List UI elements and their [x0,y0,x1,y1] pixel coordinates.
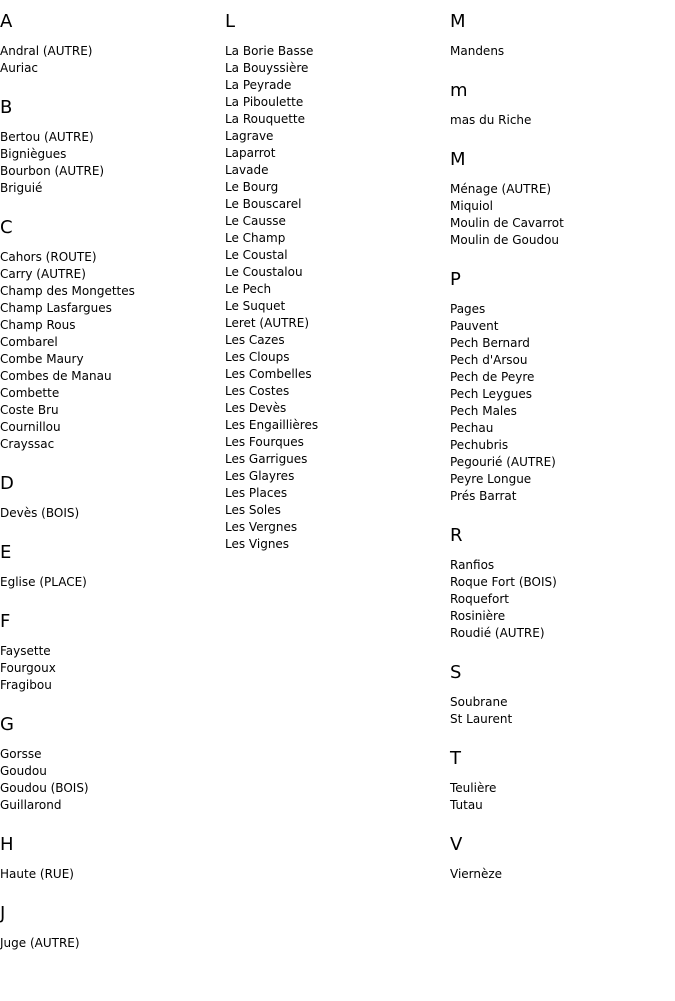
place-link[interactable]: Les Cazes [225,333,285,347]
place-link[interactable]: Devès (BOIS) [0,506,80,520]
place-link[interactable]: Prés Barrat [450,489,517,503]
place-link[interactable]: Teulière [450,781,497,795]
letter-heading: V [450,834,463,855]
place-link[interactable]: Lagrave [225,129,274,143]
letter-group [450,663,675,728]
letter-heading: R [450,525,463,546]
place-link[interactable]: Les Combelles [225,367,312,381]
letter-heading: M [450,11,466,32]
letter-group [0,543,220,591]
place-link[interactable]: Eglise (PLACE) [0,575,87,589]
letter-group [450,81,675,129]
letter-heading: G [0,714,14,735]
index-column-2 [225,0,445,553]
place-list [450,557,675,642]
place-list [450,43,675,60]
place-link[interactable]: Tutau [450,798,483,812]
place-list [450,866,675,883]
letter-heading: A [0,11,13,32]
place-link[interactable]: Andral (AUTRE) [0,44,93,58]
place-link[interactable]: mas du Riche [450,113,532,127]
place-link[interactable]: Ménage (AUTRE) [450,182,552,196]
place-link[interactable]: Combes de Manau [0,369,112,383]
place-link[interactable]: Les Fourques [225,435,304,449]
place-link[interactable]: Fragibou [0,678,52,692]
place-list [0,866,220,883]
letter-heading: J [0,903,6,924]
place-link[interactable]: Le Suquet [225,299,286,313]
place-list [450,694,675,728]
place-link[interactable]: Laparrot [225,146,276,160]
place-link[interactable]: La Piboulette [225,95,304,109]
letter-group [450,526,675,642]
place-link[interactable]: Moulin de Goudou [450,233,560,247]
place-link[interactable]: Roquefort [450,592,509,606]
place-link[interactable]: Gorsse [0,747,42,761]
place-link[interactable]: La Rouquette [225,112,305,126]
place-link[interactable]: Roque Fort (BOIS) [450,575,557,589]
place-link[interactable]: Le Pech [225,282,272,296]
letter-heading: S [450,662,462,683]
letter-heading: F [0,611,11,632]
letter-heading: B [0,97,13,118]
letter-group [0,474,220,522]
place-list [450,112,675,129]
letter-group [450,150,675,249]
place-link[interactable]: Peyre Longue [450,472,532,486]
letter-heading: H [0,834,14,855]
place-list [225,43,445,553]
letter-group [0,12,220,77]
place-link[interactable]: Bertou (AUTRE) [0,130,94,144]
place-link[interactable]: Le Bourg [225,180,279,194]
place-link[interactable]: Les Soles [225,503,281,517]
place-list [0,129,220,197]
letter-heading: C [0,217,13,238]
place-link[interactable]: Les Vergnes [225,520,298,534]
place-link[interactable]: Le Champ [225,231,286,245]
place-link[interactable]: Les Devès [225,401,287,415]
letter-group [450,835,675,883]
place-link[interactable]: La Borie Basse [225,44,314,58]
place-link[interactable]: Champ Lasfargues [0,301,112,315]
place-link[interactable]: Briguié [0,181,43,195]
letter-heading: L [225,11,236,32]
place-link[interactable]: Les Costes [225,384,290,398]
place-link[interactable]: Soubrane [450,695,508,709]
place-link[interactable]: Pages [450,302,486,316]
letter-heading: M [450,149,466,170]
place-link[interactable]: Champ des Mongettes [0,284,135,298]
place-link[interactable]: Pech Males [450,404,517,418]
place-list [0,935,220,952]
place-link[interactable]: Coste Bru [0,403,59,417]
place-link[interactable]: Bigniègues [0,147,67,161]
place-list [0,249,220,453]
place-link[interactable]: St Laurent [450,712,513,726]
place-list [450,181,675,249]
letter-heading: P [450,269,461,290]
place-link[interactable]: Les Places [225,486,288,500]
place-link[interactable]: Cournillou [0,420,61,434]
letter-group [450,12,675,60]
place-list [450,301,675,505]
place-link[interactable]: Viernèze [450,867,503,881]
place-link[interactable]: Leret (AUTRE) [225,316,310,330]
place-link[interactable]: Pauvent [450,319,499,333]
letter-heading: T [450,748,461,769]
index-column-3 [450,0,675,883]
letter-group [225,12,445,553]
place-list [450,780,675,814]
place-link[interactable]: Cahors (ROUTE) [0,250,97,264]
index-column-1 [0,0,220,952]
place-list [0,574,220,591]
place-link[interactable]: Les Garrigues [225,452,308,466]
place-link[interactable]: Guillarond [0,798,62,812]
place-link[interactable]: La Peyrade [225,78,292,92]
letter-group [450,749,675,814]
letter-group [0,904,220,952]
place-link[interactable]: Bourbon (AUTRE) [0,164,105,178]
place-link[interactable]: Moulin de Cavarrot [450,216,564,230]
place-link[interactable]: Les Cloups [225,350,290,364]
place-link[interactable]: Pechau [450,421,494,435]
place-link[interactable]: Combette [0,386,60,400]
letter-group [0,218,220,453]
letter-heading: E [0,542,12,563]
letter-group [0,715,220,814]
letter-heading: D [0,473,14,494]
place-link[interactable]: Lavade [225,163,269,177]
place-link[interactable]: Pech Bernard [450,336,530,350]
place-list [0,643,220,694]
place-link[interactable]: Juge (AUTRE) [0,936,80,950]
place-link[interactable]: Champ Rous [0,318,76,332]
place-link[interactable]: Pech de Peyre [450,370,535,384]
place-link[interactable]: Auriac [0,61,39,75]
place-list [0,746,220,814]
place-link[interactable]: Crayssac [0,437,55,451]
place-link[interactable]: Goudou (BOIS) [0,781,89,795]
place-link[interactable]: Fourgoux [0,661,56,675]
letter-group [450,270,675,505]
place-link[interactable]: Goudou [0,764,47,778]
place-link[interactable]: Rosinière [450,609,506,623]
place-list [0,505,220,522]
letter-group [0,98,220,197]
place-link[interactable]: Le Causse [225,214,286,228]
place-link[interactable]: Le Bouscarel [225,197,302,211]
letter-heading: m [450,80,468,101]
place-link[interactable]: Haute (RUE) [0,867,74,881]
place-link[interactable]: Pech Leygues [450,387,533,401]
place-link[interactable]: Faysette [0,644,51,658]
place-list [0,43,220,77]
place-link[interactable]: Roudié (AUTRE) [450,626,545,640]
place-link[interactable]: Les Engaillières [225,418,319,432]
place-link[interactable]: Pegourié (AUTRE) [450,455,556,469]
place-link[interactable]: Combarel [0,335,58,349]
place-link[interactable]: Les Vignes [225,537,290,551]
place-link[interactable]: Le Coustal [225,248,288,262]
place-link[interactable]: La Bouyssière [225,61,309,75]
letter-group [0,835,220,883]
place-link[interactable]: Les Glayres [225,469,295,483]
place-link[interactable]: Combe Maury [0,352,84,366]
place-link[interactable]: Miquiol [450,199,493,213]
place-link[interactable]: Ranfios [450,558,495,572]
place-link[interactable]: Pechubris [450,438,509,452]
letter-group [0,612,220,694]
place-link[interactable]: Carry (AUTRE) [0,267,86,281]
place-link[interactable]: Mandens [450,44,505,58]
place-link[interactable]: Le Coustalou [225,265,303,279]
place-link[interactable]: Pech d'Arsou [450,353,528,367]
